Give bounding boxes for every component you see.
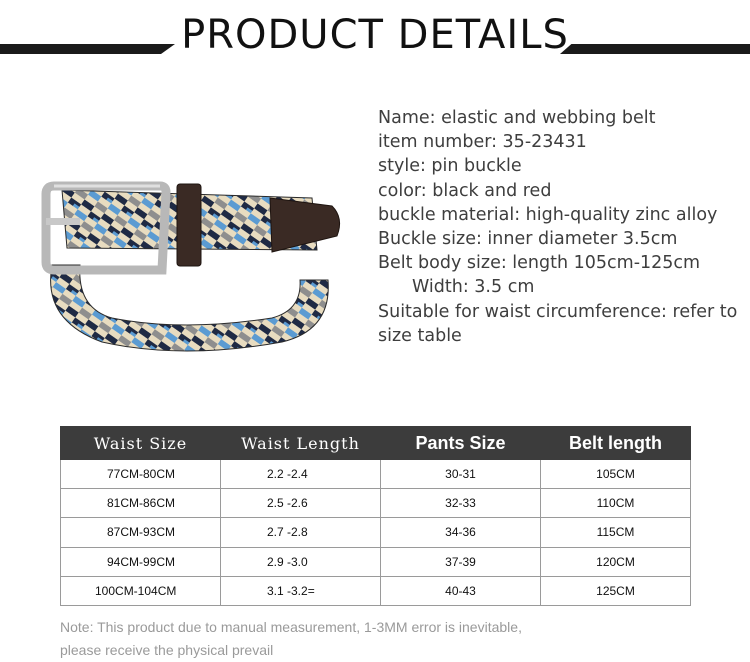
page-title: PRODUCT DETAILS — [181, 12, 569, 58]
header-pants-size: Pants Size — [381, 427, 541, 460]
cell-pants-size: 30-31 — [381, 460, 541, 489]
spec-waist-fit: Suitable for waist circumference: refer to size table — [378, 301, 738, 346]
header-belt-length: Belt length — [541, 427, 691, 460]
cell-waist-size: 81CM-86CM — [61, 489, 221, 518]
note-line-1: Note: This product due to manual measurement, 1-3MM error is inevitable, — [60, 619, 522, 635]
note-line-2: please receive the physical prevail — [60, 642, 274, 658]
cell-belt-length: 115CM — [541, 518, 691, 547]
size-table — [60, 426, 691, 606]
spec-buckle-size: Buckle size: inner diameter 3.5cm — [378, 229, 678, 250]
cell-pants-size: 34-36 — [381, 518, 541, 547]
cell-waist-length: 3.1 -3.2= — [221, 576, 381, 605]
header-waist-size: Waist Size — [61, 427, 221, 460]
spec-name: Name: elastic and webbing belt — [378, 108, 656, 128]
spec-buckle-material: buckle material: high-quality zinc alloy — [378, 204, 718, 225]
cell-waist-size: 87CM-93CM — [61, 518, 221, 547]
cell-belt-length: 105CM — [541, 460, 691, 489]
cell-belt-length: 110CM — [541, 489, 691, 518]
cell-waist-length: 2.9 -3.0 — [221, 547, 381, 576]
table-row — [61, 518, 691, 547]
table-row — [61, 489, 691, 518]
cell-belt-length: 125CM — [541, 576, 691, 605]
measurement-note — [60, 616, 700, 662]
spec-color: color: black and red — [378, 180, 552, 201]
belt-product-image — [32, 170, 352, 360]
table-header-row — [61, 427, 691, 460]
cell-waist-size: 77CM-80CM — [61, 460, 221, 489]
cell-waist-size: 100CM-104CM — [61, 576, 221, 605]
spec-item-number: item number: 35-23431 — [378, 132, 587, 153]
table-row — [61, 576, 691, 605]
spec-width: Width: 3.5 cm — [412, 277, 535, 298]
product-specs — [378, 106, 750, 348]
cell-waist-length: 2.7 -2.8 — [221, 518, 381, 547]
cell-waist-length: 2.5 -2.6 — [221, 489, 381, 518]
header-waist-length: Waist Length — [221, 427, 381, 460]
cell-pants-size: 32-33 — [381, 489, 541, 518]
cell-waist-length: 2.2 -2.4 — [221, 460, 381, 489]
table-row — [61, 460, 691, 489]
cell-waist-size: 94CM-99CM — [61, 547, 221, 576]
cell-pants-size: 37-39 — [381, 547, 541, 576]
spec-belt-body-size: Belt body size: length 105cm-125cm — [378, 253, 701, 274]
cell-pants-size: 40-43 — [381, 576, 541, 605]
spec-style: style: pin buckle — [378, 156, 522, 177]
cell-belt-length: 120CM — [541, 547, 691, 576]
table-row — [61, 547, 691, 576]
belt-illustration — [32, 170, 352, 360]
